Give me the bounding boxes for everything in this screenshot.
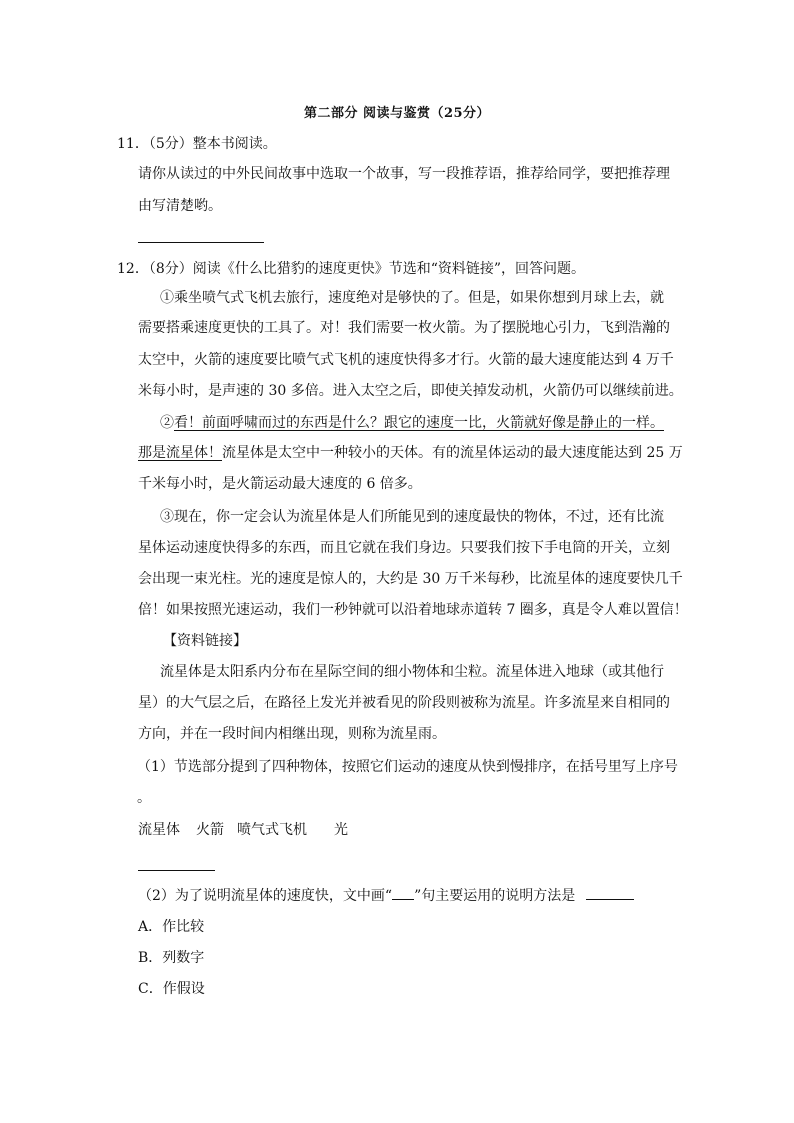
q11-answer-blank[interactable] xyxy=(138,242,264,243)
object-3: 喷气式飞机 xyxy=(237,822,307,838)
sub2-prefix: （2）为了说明流星体的速度快，文中画“ xyxy=(138,888,393,904)
passage-p1-line3: 太空中，火箭的速度要比喷气式飞机的速度快得多才行。火箭的最大速度能达到 4 万千 xyxy=(138,352,674,368)
passage-p2-line2 xyxy=(138,443,683,463)
q11-prompt-line2: 由写清楚哟。 xyxy=(138,198,222,214)
option-a[interactable]: A．作比较 xyxy=(138,919,205,935)
section-title: 第二部分 阅读与鉴赏（25分） xyxy=(303,106,491,121)
underlined-sentence-part2: 那是流星体！ xyxy=(138,445,222,461)
passage-p1-line2: 需要搭乘速度更快的工具了。对！我们需要一枚火箭。为了摆脱地心引力，飞到浩瀚的 xyxy=(138,320,670,336)
object-2: 火箭 xyxy=(196,822,224,838)
sub1-line1: （1）节选部分提到了四种物体，按照它们运动的速度从快到慢排序，在括号里写上序号 xyxy=(137,759,678,775)
p2-number: ② xyxy=(160,415,174,431)
passage-p2-line1 xyxy=(160,413,664,433)
option-b[interactable]: B．列数字 xyxy=(138,950,205,966)
sub1-line2: 。 xyxy=(137,790,151,806)
q11-prompt-line1: 请你从读过的中外民间故事中选取一个故事，写一段推荐语，推荐给同学，要把推荐理 xyxy=(138,166,670,182)
link-line2: 星）的大气层之后，在路径上发光并被看见的阶段则被称为流星。许多流星来自相同的 xyxy=(138,695,670,711)
passage-p3-line2: 星体运动速度快得多的东西，而且它就在我们身边。只要我们按下手电筒的开关，立刻 xyxy=(138,540,670,556)
link-line1: 流星体是太阳系内分布在星际空间的细小物体和尘粒。流星体进入地球（或其他行 xyxy=(160,664,664,680)
sub2-answer-blank[interactable] xyxy=(586,885,634,900)
sub2-suffix: ”句主要运用的说明方法是 xyxy=(414,888,576,904)
passage-p1-line1: ①乘坐喷气式飞机去旅行，速度绝对是够快的了。但是，如果你想到月球上去，就 xyxy=(160,290,664,306)
option-c[interactable]: C．作假设 xyxy=(138,981,205,997)
sub1-answer-blank[interactable] xyxy=(138,870,215,871)
passage-p1-line4: 米每小时，是声速的 30 多倍。进入太空之后，即使关掉发动机，火箭仍可以继续前进。 xyxy=(138,383,683,399)
passage-p2-line3: 千米每小时，是火箭运动最大速度的 6 倍多。 xyxy=(138,476,422,492)
sub2-question xyxy=(138,885,634,906)
p2-line2-rest: 流星体是太空中一种较小的天体。有的流星体运动的最大速度能达到 25 万 xyxy=(222,445,683,461)
passage-p3-line3: 会出现一束光柱。光的速度是惊人的，大约是 30 万千米每秒，比流星体的速度要快几千 xyxy=(138,571,683,587)
link-line3: 方向，并在一段时间内相继出现，则称为流星雨。 xyxy=(138,726,446,742)
object-4: 光 xyxy=(334,822,348,838)
underline-marker-blank xyxy=(392,885,414,900)
q12-header: 12．（8分）阅读《什么比猎豹的速度更快》节选和“资料链接”，回答问题。 xyxy=(117,261,586,277)
object-1: 流星体 xyxy=(138,822,180,838)
link-title: 【资料链接】 xyxy=(163,633,247,649)
passage-p3-line4: 倍！如果按照光速运动，我们一秒钟就可以沿着地球赤道转 7 圈多，真是令人难以置信！ xyxy=(138,602,688,618)
underlined-sentence-part1: 看！前面呼啸而过的东西是什么？跟它的速度一比，火箭就好像是静止的一样。 xyxy=(174,415,664,431)
passage-p3-line1: ③现在，你一定会认为流星体是人们所能见到的速度最快的物体，不过，还有比流 xyxy=(160,509,664,525)
q11-header: 11．（5分）整本书阅读。 xyxy=(117,136,277,152)
